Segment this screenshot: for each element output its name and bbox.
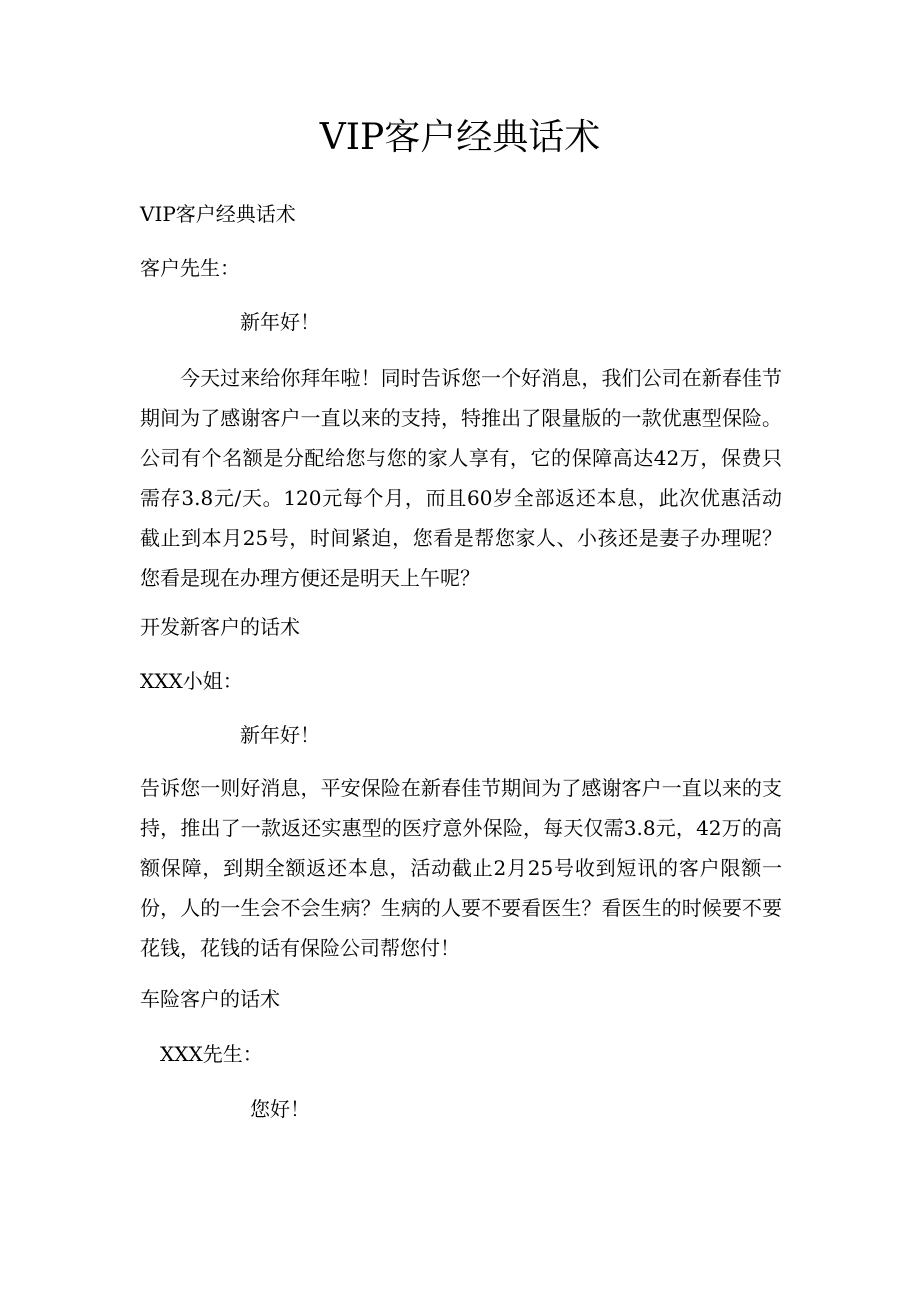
section1-subtitle: VIP客户经典话术 bbox=[140, 202, 296, 226]
section1-body: 今天过来给你拜年啦！同时告诉您一个好消息，我们公司在新春佳节期间为了感谢客户一直以来的支持，特推出了限量版的一款优惠型保险。公司有个名额是分配给您与您的家人享有，它的保障高达42万，保费只需存3.8元/天。120元每个月，而且60岁全部返还本息，此次优惠活动截止到本月25号，时间紧迫，您看是帮您家人、小孩还是妻子办理呢？您看是现在办理方便还是明天上午呢？ bbox=[140, 366, 782, 590]
section2-heading: 开发新客户的话术 bbox=[140, 615, 300, 639]
section1-salutation: 客户先生： bbox=[140, 256, 240, 280]
section3-greeting: 您好！ bbox=[250, 1097, 310, 1121]
section1-greeting: 新年好！ bbox=[240, 310, 320, 334]
section3-heading: 车险客户的话术 bbox=[140, 987, 280, 1011]
section2-greeting: 新年好！ bbox=[240, 723, 320, 747]
document-title: VIP客户经典话术 bbox=[319, 117, 601, 158]
section3-salutation: XXX先生： bbox=[160, 1042, 263, 1066]
section2-body: 告诉您一则好消息，平安保险在新春佳节期间为了感谢客户一直以来的支持，推出了一款返还实惠型的医疗意外保险，每天仅需3.8元，42万的高额保障，到期全额返还本息，活动截止2月25号收到短讯的客户限额一份，人的一生会不会生病？生病的人要不要看医生？看医生的时候要不要花钱，花钱的话有保险公司帮您付！ bbox=[140, 776, 782, 960]
section2-salutation: XXX小姐： bbox=[140, 669, 243, 693]
